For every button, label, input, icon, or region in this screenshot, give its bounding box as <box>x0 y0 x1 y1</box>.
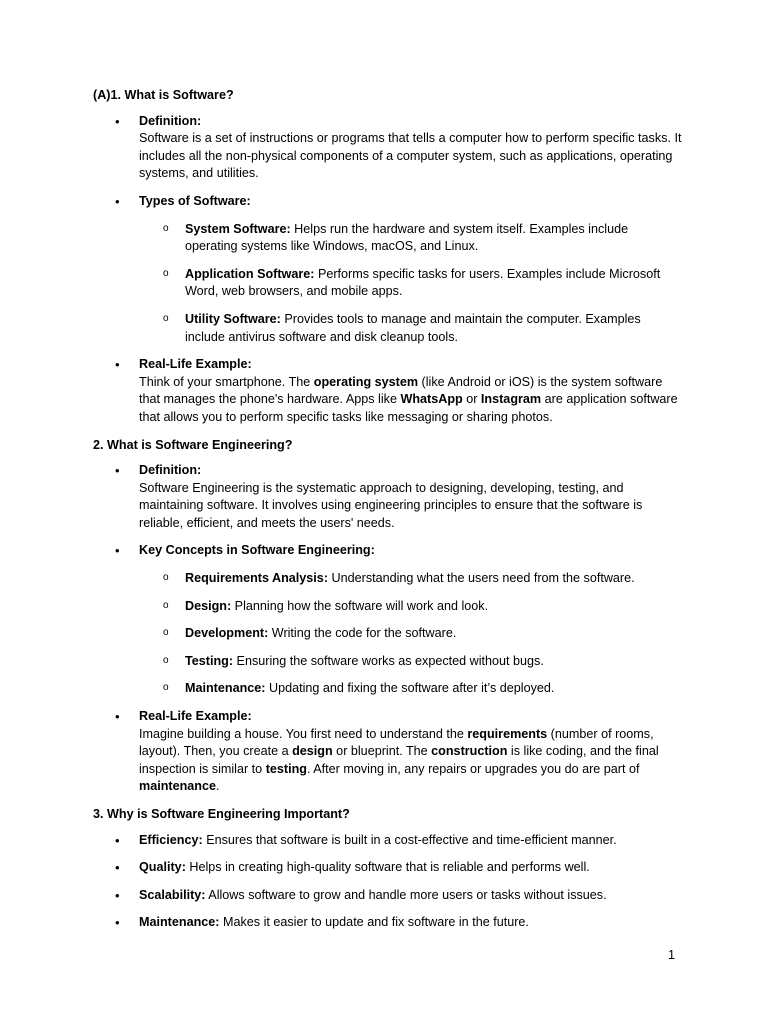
section-heading: 3. Why is Software Engineering Important? <box>93 807 350 821</box>
sub-term: Requirements Analysis: <box>185 571 329 586</box>
sub-text: Performs specific tasks for users. Examples include Microsoft Word, web browsers, and mobile apps. <box>185 266 661 299</box>
page-number: 1 <box>668 948 676 962</box>
document-body <box>93 87 683 942</box>
sub-term: Utility Software: <box>185 311 281 326</box>
sub-list-item <box>93 625 683 643</box>
sub-text: Planning how the software will work and look. <box>231 598 489 613</box>
definition-label: • Definition: <box>139 113 202 128</box>
sub-text: Updating and fixing the software after it’s deployed. <box>265 681 555 696</box>
sub-text: Writing the code for the software. <box>268 626 457 641</box>
sub-list-item <box>93 221 683 256</box>
list-item <box>93 832 683 850</box>
item-term: Scalability: <box>139 887 206 902</box>
sub-list-item <box>93 680 683 698</box>
definition-text: Software Engineering is the systematic approach to designing, developing, testing, and maintaining software. It involves using engineering principles to ensure that the software is reliable, efficient, and meets the users' needs. <box>139 480 643 530</box>
list-item <box>93 859 683 877</box>
sub-list-item <box>93 653 683 671</box>
sub-list-item <box>93 266 683 301</box>
concepts-item <box>93 542 683 560</box>
example-label: • Real-Life Example: <box>139 357 252 372</box>
sub-text: Understanding what the users need from the software. <box>328 571 635 586</box>
sub-term: Application Software: <box>185 266 315 281</box>
definition-item <box>93 462 683 532</box>
sub-term: Development: <box>185 626 269 641</box>
definition-item <box>93 113 683 183</box>
sub-term: Maintenance: <box>185 681 266 696</box>
list-item <box>93 887 683 905</box>
example-item <box>93 708 683 796</box>
item-term: Efficiency: <box>139 832 203 847</box>
item-text: Allows software to grow and handle more users or tasks without issues. <box>205 887 607 902</box>
item-text: Ensures that software is built in a cost-effective and time-efficient manner. <box>202 832 617 847</box>
types-item <box>93 193 683 211</box>
example-text: Imagine building a house. You first need to understand the requirements (number of rooms, layout). Then, you create a design or blueprint. The construction is like coding, and the final inspection is similar to testing. After moving in, any repairs or upgrades you do are part of maintenance. <box>139 726 659 794</box>
sub-list-item <box>93 311 683 346</box>
item-text: Makes it easier to update and fix software in the future. <box>219 915 529 930</box>
example-item <box>93 356 683 426</box>
item-term: Quality: <box>139 860 186 875</box>
section-heading: 2. What is Software Engineering? <box>93 437 293 452</box>
types-label: • Types of Software: <box>139 193 251 208</box>
example-text: Think of your smartphone. The operating system (like Android or iOS) is the system software that manages the phone's hardware. Apps like WhatsApp or Instagram are application software that allows you to perform specific tasks like messaging or sharing photos. <box>139 374 678 424</box>
sub-text: Ensuring the software works as expected without bugs. <box>233 653 544 668</box>
definition-label: • Definition: <box>139 463 202 478</box>
sub-text: Helps run the hardware and system itself. Examples include operating systems like Windows, macOS, and Linux. <box>185 221 629 254</box>
example-label: • Real-Life Example: <box>139 709 252 724</box>
definition-text: Software is a set of instructions or programs that tells a computer how to perform specific tasks. It includes all the non-physical components of a computer system, such as applications, operating systems, and utilities. <box>139 131 682 181</box>
list-item <box>93 914 683 932</box>
item-text: Helps in creating high-quality software that is reliable and performs well. <box>185 860 590 875</box>
sub-term: System Software: <box>185 221 291 236</box>
concepts-label: • Key Concepts in Software Engineering: <box>139 543 375 558</box>
item-term: Maintenance: <box>139 915 220 930</box>
sub-term: Design: <box>185 598 232 613</box>
sub-text: Provides tools to manage and maintain the computer. Examples include antivirus software and disk cleanup tools. <box>185 311 641 344</box>
section-heading: (A)1. What is Software? <box>93 88 234 102</box>
sub-list-item <box>93 570 683 588</box>
sub-list-item <box>93 598 683 616</box>
sub-term: Testing: <box>185 653 234 668</box>
